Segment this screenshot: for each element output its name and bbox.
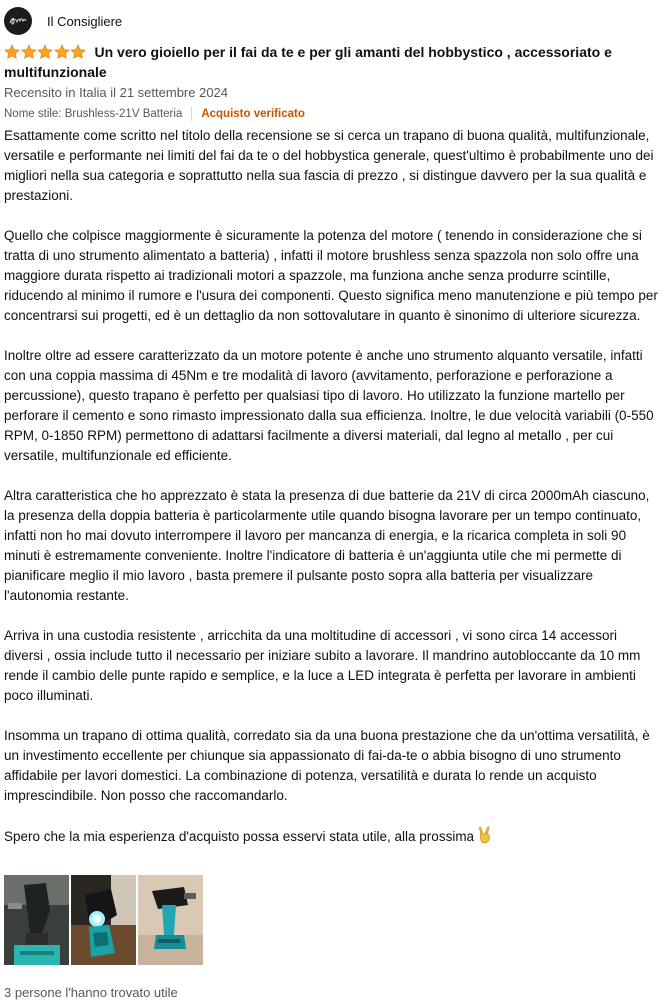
- review-paragraph: Inoltre oltre ad essere caratterizzato da un motore potente è anche uno strumento alquanto versatile, infatti con una coppia massima di 45Nm e tre modalità di lavoro (avvitamento, perforazione e perforazione a percussione), questo trapano è perfetto per qualsiasi tipo di lavoro. Ho utilizzato la funzione martello per perforare il cemento e sono rimasto impressionato dalla sua efficienza. Inoltre, le due velocità variabili (0-550 RPM, 0-1850 RPM) permettono di adattarsi facilmente a diversi materiali, dal legno al metallo , per cui versatile, multifunzionale ed efficiente.: [4, 348, 654, 463]
- review-paragraph: Esattamente come scritto nel titolo della recensione se si cerca un trapano di buona qualità, multifunzionale, versatile e performante nei limiti del fai da te o del hobbystica generale, quest'ultimo è probabilmente uno dei migliori nella sua categoria e soprattutto nella sua fascia di prezzo , si distingue davvero per la sua qualità e prestazioni.: [4, 128, 654, 203]
- review-title[interactable]: Un vero gioiello per il fai da te e per gli amanti del hobbystico , accessoriato e multifunzionale: [4, 44, 612, 80]
- review-format-strip: [4, 106, 305, 122]
- star-icon: [21, 44, 37, 60]
- review-images: [4, 875, 203, 965]
- review-image-drill-dark[interactable]: [4, 875, 69, 965]
- reviewer-name[interactable]: Il Consigliere: [47, 13, 123, 29]
- review-paragraph: Arriva in una custodia resistente , arricchita da una moltitudine di accessori , vi sono circa 14 accessori diversi , ossia include tutto il necessario per iniziare subito a lavorare. Il mandrino autobloccante da 10 mm rende il cambio delle punte rapido e semplice, e la luce a LED integrata è perfetta per lavorare in ambienti poco illuminati.: [4, 628, 641, 703]
- review-paragraph: Quello che colpisce maggiormente è sicuramente la potenza del motore ( tenendo in considerazione che si tratta di uno strumento alimentato a batteria) , infatti il motore brushless senza spazzola non solo offre una maggiore durata rispetto ai tradizionali motori a spazzole, ma funziona anche senza produrre scintille, riducendo al minimo il rumore e l'usura dei componenti. Questo significa meno manutenzione e più tempo per concentrarsi sui progetti, ed è un dettaglio da non sottovalutare in quanto è sinonimo di ulteriore sicurezza.: [4, 228, 658, 323]
- helpful-count: 3 persone l'hanno trovato utile: [4, 985, 178, 1000]
- review-closing-line: [4, 826, 659, 850]
- review-title-row[interactable]: [4, 42, 654, 82]
- star-icon: [4, 44, 20, 60]
- avatar[interactable]: [4, 7, 32, 35]
- review-closing: Spero che la mia esperienza d'acquisto possa esservi stata utile, alla prossima: [4, 829, 475, 844]
- review-body: [4, 126, 659, 850]
- review-image-drill-blue[interactable]: [138, 875, 203, 965]
- victory-hand-icon: [477, 826, 493, 850]
- star-rating[interactable]: [4, 44, 87, 60]
- star-icon: [37, 44, 53, 60]
- divider: [191, 107, 192, 121]
- reviewer-profile[interactable]: [4, 7, 122, 35]
- verified-purchase-badge: Acquisto verificato: [201, 108, 305, 120]
- signature-avatar-icon: [4, 7, 32, 35]
- review-image-drill-led[interactable]: [71, 875, 136, 965]
- star-icon: [54, 44, 70, 60]
- star-icon: [70, 44, 86, 60]
- review-date: Recensito in Italia il 21 settembre 2024: [4, 85, 229, 100]
- style-name[interactable]: Nome stile: Brushless-21V Batteria: [4, 108, 183, 120]
- review-paragraph: Altra caratteristica che ho apprezzato è stata la presenza di due batterie da 21V di circa 2000mAh ciascuno, la presenza della doppia batteria è particolarmente utile quando bisogna lavorare per un tempo continuato, infatti non ho mai dovuto interrompere il lavoro per mancanza di energia, e la ricarica completa in soli 90 minuti è estremamente conveniente. Inoltre l'indicatore di batteria è un'aggiunta utile che mi permette di pianificare meglio il mio lavoro , basta premere il pulsante posto sopra alla batteria per visualizzare l'autonomia restante.: [4, 488, 650, 603]
- review-paragraph: Insomma un trapano di ottima qualità, corredato sia da una buona prestazione che da un'ottima versatilità, è un investimento eccellente per chiunque sia appassionato di fai-da-te o abbia bisogno di uno strumento affidabile per lavori domestici. La combinazione di potenza, versatilità e durata lo rende un acquisto imprescindibile. Non posso che raccomandarlo.: [4, 728, 650, 803]
